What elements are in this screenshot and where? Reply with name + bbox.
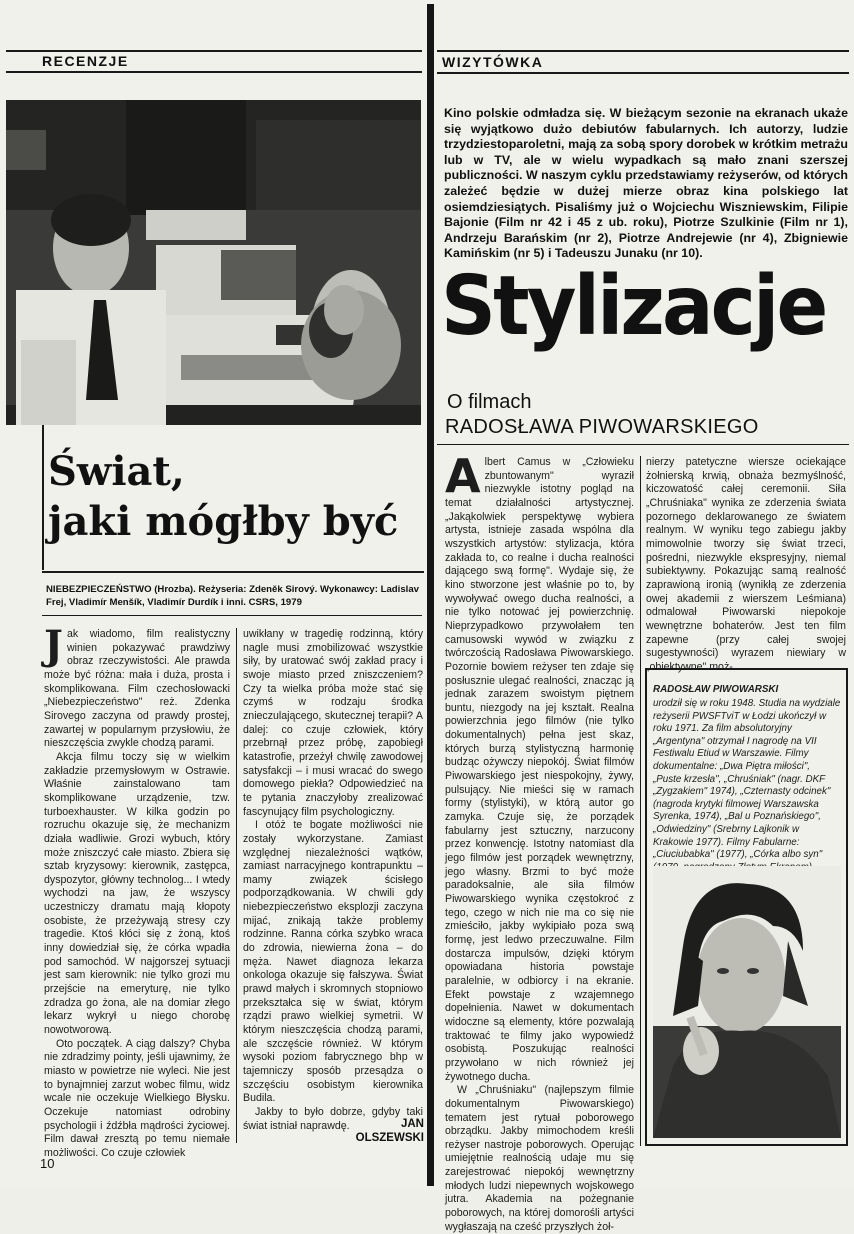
director-portrait [653,866,841,1138]
bio-text: urodził się w roku 1948. Studia na wydziale reżyserii PWSFTviT w Łodzi ukończył w roku 1971. Za film absolutoryjny „Argentyna" otrzymał I nagrodę na VII Festiwalu Etiud w Warszawie. Filmy dokumentalne: „Dwa Piętra miłości", „Puste krzesła", „Chruśniak" (nagr. DKF „Zygzakiem" 1974), „Czternasty odcinek" (nagroda krytyki filmowej Warszawska Syrenka, 1974), „Bal u Poznańskiego", „Odwiedziny" (Srebrny Lajkonik w Krakowie 1977). Filmy Fabularne: „Ciuciubabka" (1977), „Córka albo syn" [653,698,841,861]
center-divider [427,4,434,1186]
review-title-line1: Świat, [48,448,185,495]
top-rule-right [437,50,849,52]
bio-name: RADOSŁAW PIWOWARSKI [653,684,779,695]
review-col1-p3: Oto początek. A ciąg dalszy? Chyba nie zdradzimy pointy, jeśli ujawnimy, że miasto w powietrze nie wyleci. Nie jest to bynajmniej zarzut wobec filmu, widz wcale nie oczekuje Wielkiego Błysku. Oczekuje natomiast odrobiny psychologii i źdźbła mądrości życiowej. Film dawał zresztą po temu niemałe możliwości. Co czuje człowiek [44,1037,230,1159]
article-title: Stylizacje [441,259,826,354]
article-column-2 [646,456,846,673]
author-last-name: OLSZEWSKI [355,1132,424,1144]
article-subtitle-line2: RADOSŁAWA PIWOWARSKIEGO [445,416,759,438]
review-col1-p2: Akcja filmu toczy się w wielkim zakładzie przemysłowym w Ostrawie. Właśnie zainstalowano tam skomplikowane urządzenie, tzw. turboexhauster. W kilka godzin po rozruchu okazuje się, że mechanizm działa wadliwie. Grozi wybuch, który może zniszczyć całe miasto. Zbiera się sztab kryzysowy: kierownik, zastępca, dyspozytor, główny technolog... I wtedy wychodzi na jaw, że wszyscy uczestniczy dramatu mają kłopoty osobiste, że przeżywają stresy czy tragedie. Ktoś kłóci się z żoną, ktoś inny dowiedział się, że córka wpadła pod samochód. W najgorszej sytuacji jest sam kierownik: nie tylko grozi mu przejście na emeryturę, nie tylko zdradza go żona, ale na domiar złego lekarz wykrył u niego chorobę nowotworową. [44,750,230,1037]
review-col2-p2: I otóż te bogate możliwości nie zostały wykorzystane. Zamiast względnej niezależności wątków, zamiast narracyjnego kontrapunktu – mamy związek ścisłego podporządkowania. W chwili gdy niebezpieczeństwo eksplozji zaczyna mijać, znikają także problemy rodzinne. Ranna córka szybko wraca do zdrowia, niewierna żona – do męża. Nawet diagnoza lekarza onkologa okazuje się fałszywa. Świat prawd małych i skromnych stopniowo przekształca się w świat, którym rządzi prawo wielkiej symetrii. W którym nieszczęścia chodzą parami, ale szczęście również. W którym wysoki poziom fabrycznego bhp w tajemniczy sposób przesądza o szczęściu osobistym kierownika Budila. [243,819,423,1105]
review-credits: NIEBEZPIECZEŃSTWO (Hrozba). Reżyseria: Zdeněk Sirový. Wykonawcy: Ladislav Frej, Vladimír Menšík, Vladimír Durdík i inni. CSRS, 1979 [46,584,420,608]
review-column-divider [236,628,237,1143]
film-still-illustration [6,100,421,425]
top-rule-left-lower [6,71,422,73]
article-column-divider [640,456,641,1146]
credits-rule [42,615,422,616]
review-dropcap: J [44,622,63,669]
review-col1-p1: ak wiadomo, film realistyczny winien pokazywać prawdziwy obraz rzeczywistości. Ale prawda może być różna: mała i duża, prosta i skomplikowana. Film czechosłowacki „Niebezpieczeństwo" reż. Zdenka Sirovego zaczyna od prawdy prostej, zawartej w popularnym przysłowiu, że nieszczęścia zwykle chodzą parami. [44,628,230,750]
film-still-photo [6,100,421,425]
article-col1-p2: W „Chruśniaku" (najlepszym filmie dokumentalnym Piwowarskiego) tematem jest rytuał poborowego obrządku. Jakby mimochodem kreśli reżyser nastroje poborowych. Operując umiejętnie realnością udaje mu się zarejestrować niepokój wewnętrzny młodych ludzi niepewnych wojskowego jutra. Akademia na pożegnanie poborowych, na której domorośli artyści wygłaszają na cześć przyszłych żoł- [445,1084,634,1233]
review-title-line2: jaki mógłby być [48,498,399,545]
director-portrait-illustration [653,866,841,1138]
bio-box [645,668,848,1146]
top-rule-right-lower [437,72,849,74]
section-label-wizytowka: WIZYTÓWKA [442,54,544,70]
review-col2-p1: uwikłany w tragedię rodzinną, który nagle musi zmobilizować wszystkie siły, by uratować swój zakład pracy i swoje miasto przed zniszczeniem? Czy ta wielka próba może stać się czymś w rodzaju środka znieczulającego, skutecznej terapii? A dalej: co czuje człowiek, który przebrnął przez próbę, zapobiegł katastrofie, przeżył chwilę zawodowej satysfakcji – i musi wracać do swego domowego piekła? Odpowiedzieć na te pytania znaczyłoby zrealizować fascynujący film psychologiczny. [243,628,423,818]
article-dropcap: A [445,449,481,503]
section-label-recenzje: RECENZJE [42,53,129,69]
page-number: 10 [40,1156,55,1171]
review-author [300,1117,424,1145]
author-first-name: JAN [400,1118,424,1130]
review-col2-p3: Jakby to było dobrze, gdyby taki świat istniał naprawdę. [243,1105,423,1132]
left-title-frame-left [42,425,44,570]
article-column-1 [445,449,634,1233]
top-rule-left [6,50,422,52]
review-column-1 [44,622,230,1159]
article-col2-p1: nierzy patetyczne wiersze ociekające żołnierską krwią, obnaża bezmyślność, kiczowatość całej ceremonii. Siła „Chruśniaka" wynika ze zderzenia świata pozornego deklarowanego ze światem realnym. W wyniku tego zabiegu jakby mimowolnie tworzy się świat trzeci, pośredni, niezwykle ekspresyjny, niemal subiektywny. Pokazując samą realność zaprawioną ironią (wynikłą ze zderzenia owej akademii z wierszem Leśmiana) odmalował Piwowarski niepokoje wewnętrzne bohaterów. Jest ten film zapewne (przy całej swojej sugestywności) wyrazem niewiary w „obiektywne" moż- [646,456,846,673]
left-title-frame-bottom [42,571,424,573]
series-intro: Kino polskie odmładza się. W bieżącym sezonie na ekranach ukaże się wyjątkowo dużo debiutów fabularnych. Ich autorzy, ludzie trzydziestoparoletni, mają za sobą spory dorobek w krótkim metrażu lub w TV, ale w wielu wypadkach są mało znani szerszej publiczności. W naszym cyklu przedstawiamy reżyserów, od których zależeć będzie w dużej mierze obraz kina polskiego lat osiemdziesiątych. Pisaliśmy już o Wojciechu Wiszniewskim, Filipie Bajonie (Film nr 42 i 45 z ub. roku), Piotrze Szulkinie (Film nr 1), Andrzeju Barańskim (nr 2), Piotrze Andrejewie (nr 4), Zbigniewie Kamińskim (nr 5) i Tadeuszu Junaku (nr 10). [444,106,848,261]
article-subtitle-line1: O filmach [447,391,532,413]
article-col1-p1: lbert Camus w „Człowieku zbuntowanym" wyraził niezwykle istotny pogląd na temat działalności artystycznej. „Jakąkolwiek perspektywę wybiera artysta, istnieje zasada wspólna dla wszystkich artystów: stylizacja, która zakłada to, co realne i ducha realności dającego swą formę". Wydaje się, że kino stworzone jest właśnie po to, by wywoływać owego ducha realności, a nie tylko notować jej powierzchnię. Nieprzypadkowo przywołałem ten camusowski wywód w związku z twórczością Radosława Piwowarskiego. Pozornie bowiem reżyser ten zdaje się posłusznie ulegać realności, znacząc ją jednak zarazem swoistym piętnem buntu, niezgody na jej kształt. Realna powierzchnia jego filmów (nie tylko dokumentalnych) pełna jest skaz, których burzą stylistyczną harmonię budząc ożywczy niepokój. Świat filmów Piwowarskiego jest niespokojny, żywy, pulsujący. Nie mieści się w ramach formy (stylistyki), w którą autor go zamyka. Czuje się, że porządek fabularny jest sztuczny, narzucony przez konwencję. Istotny natomiast dla jego filmów jest porządek wewnętrzny, jego własny. Brzmi to być może paradoksalnie, ale siła filmów Piwowarskiego wynika częstokroć z tego, czego w nich nie ma co się nie zmieściło, jakby wykipiało poza swą formę, jest ledwo przeczuwalne. Film dostarcza impulsów, dzięki którym opowiadana historia powstaje paralelnie, w odbiorcy i na ekranie. Efekt powstaje z wzajemnego dopełnienia. Nawet w dokumentach widoczne są elementy, które pozwalają traktować te filmy jako wypowiedź osobistą. Poszukując realności przywołano w nich również jej żywotnego ducha. [445,456,634,1083]
subtitle-rule [437,444,849,445]
